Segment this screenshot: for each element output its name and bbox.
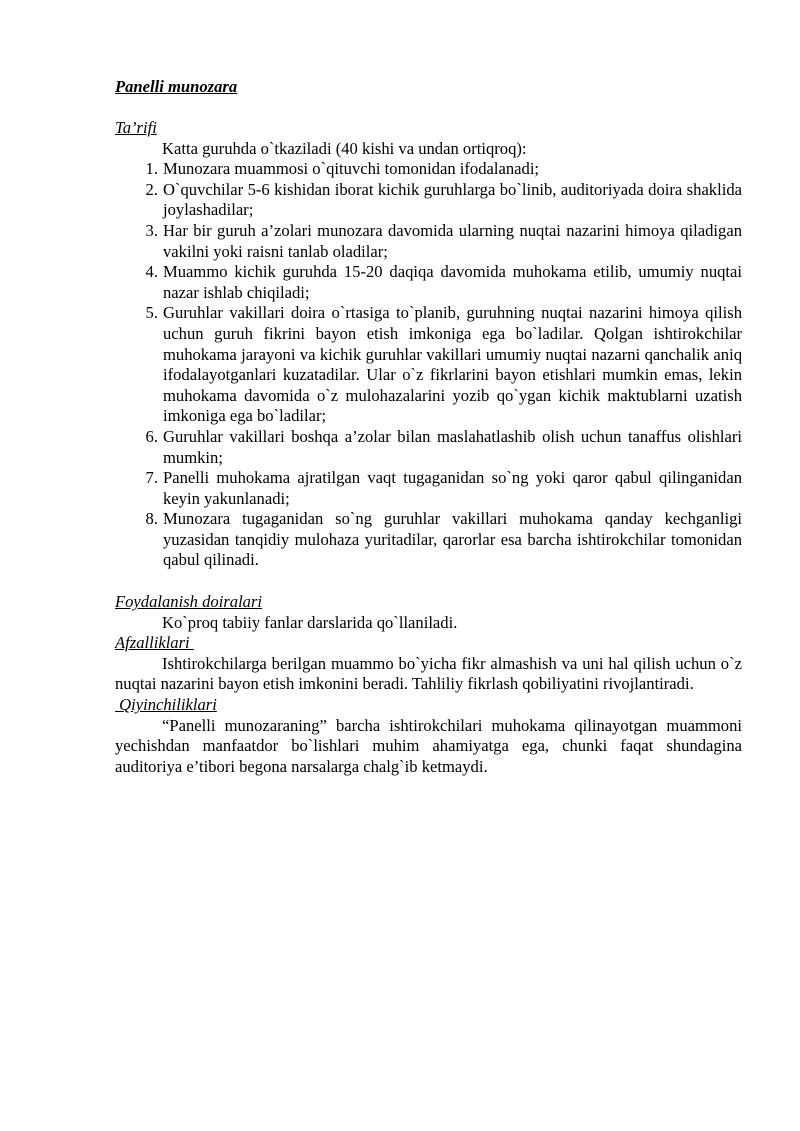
list-item-number: 7. xyxy=(145,468,158,488)
list-item xyxy=(115,509,742,571)
list-item-number: 2. xyxy=(145,179,158,199)
document-page xyxy=(115,77,742,777)
list-item-text: Munozara tugaganidan so`ng guruhlar vakillari muhokama qanday kechganligi yuzasidan tanqidiy mulohaza yuritadilar, qarorlar esa barcha ishtirokchilar tomonidan qabul qilinadi. xyxy=(163,509,742,570)
list-item-text: Har bir guruh a’zolari munozara davomida ularning nuqtai nazarini himoya qiladigan vakilni yoki raisni tanlab oladilar; xyxy=(163,220,742,261)
list-item-text: Muammo kichik guruhda 15-20 daqiqa davomida muhokama etilib, umumiy nuqtai nazar ishlab chiqiladi; xyxy=(163,262,742,302)
usage-heading: Foydalanish doiralari xyxy=(115,592,263,612)
list-item-number: 3. xyxy=(145,220,158,240)
document-title: Panelli munozara xyxy=(115,77,238,96)
list-item-number: 1. xyxy=(145,159,158,179)
list-item xyxy=(115,427,742,468)
definition-steps-list xyxy=(115,159,742,571)
advantages-text: Ishtirokchilarga berilgan muammo bo`yicha fikr almashish va uni hal qilish uchun o`z nuqtai nazarini bayon etish imkonini beradi. Tahliliy fikrlash qobiliyatini rivojlantiradi. xyxy=(115,653,742,694)
list-item-text: Panelli muhokama ajratilgan vaqt tugaganidan so`ng yoki qaror qabul qilinganidan keyin yakunlanadi; xyxy=(163,468,742,508)
advantages-heading: Afzalliklari xyxy=(115,633,194,653)
list-item-text: Guruhlar vakillari doira o`rtasiga to`planib, guruhning nuqtai nazarini himoya qilish uchun guruh fikrini bayon etish imkoniga ega bo`ladilar. Qolgan ishtirokchilar muhokama jarayoni va kichik guruhlar vakillari umumiy nuqtai nazarni qanchalik aniq ifodalayotganlari kuzatadilar. Ular o`z fikrlarini bayon etishlari mumkin emas, lekin muhokama davomida o`z mulohazalarini yozib qo`ygan kichik maktublarni uzatish imkoniga ega bo`ladilar; xyxy=(163,303,742,426)
difficulties-text: “Panelli munozaraning” barcha ishtirokchilari muhokama qilinayotgan muammoni yechishdan manfaatdor bo`lishlari muhim ahamiyatga ega, chunki faqat shundagina auditoriya e’tibori begona narsalarga chalg`ib ketmaydi. xyxy=(115,715,742,776)
list-item xyxy=(115,468,742,509)
definition-intro: Katta guruhda o`tkaziladi (40 kishi va undan ortiqroq): xyxy=(162,138,527,158)
list-item-number: 4. xyxy=(145,262,158,282)
list-item-text: O`quvchilar 5-6 kishidan iborat kichik guruhlarga bo`linib, auditoriyada doira shaklida joylashadilar; xyxy=(163,179,742,220)
list-item xyxy=(115,180,742,221)
list-item-number: 8. xyxy=(145,509,158,529)
definition-heading: Ta’rifi xyxy=(115,118,157,137)
list-item-number: 6. xyxy=(145,426,158,446)
list-item xyxy=(115,221,742,262)
list-item-text: Munozara muammosi o`qituvchi tomonidan ifodalanadi; xyxy=(163,159,540,179)
list-item-number: 5. xyxy=(145,303,158,323)
blank-line xyxy=(115,98,742,118)
list-item xyxy=(115,303,742,427)
list-item xyxy=(115,262,742,303)
usage-text: Ko`proq tabiiy fanlar darslarida qo`llaniladi. xyxy=(162,612,458,632)
list-item xyxy=(115,159,742,180)
blank-line xyxy=(115,571,742,592)
difficulties-heading: Qiyinchiliklari xyxy=(115,695,217,715)
list-item-text: Guruhlar vakillari boshqa a’zolar bilan maslahatlashib olish uchun tanaffus olishlari mumkin; xyxy=(163,426,742,467)
